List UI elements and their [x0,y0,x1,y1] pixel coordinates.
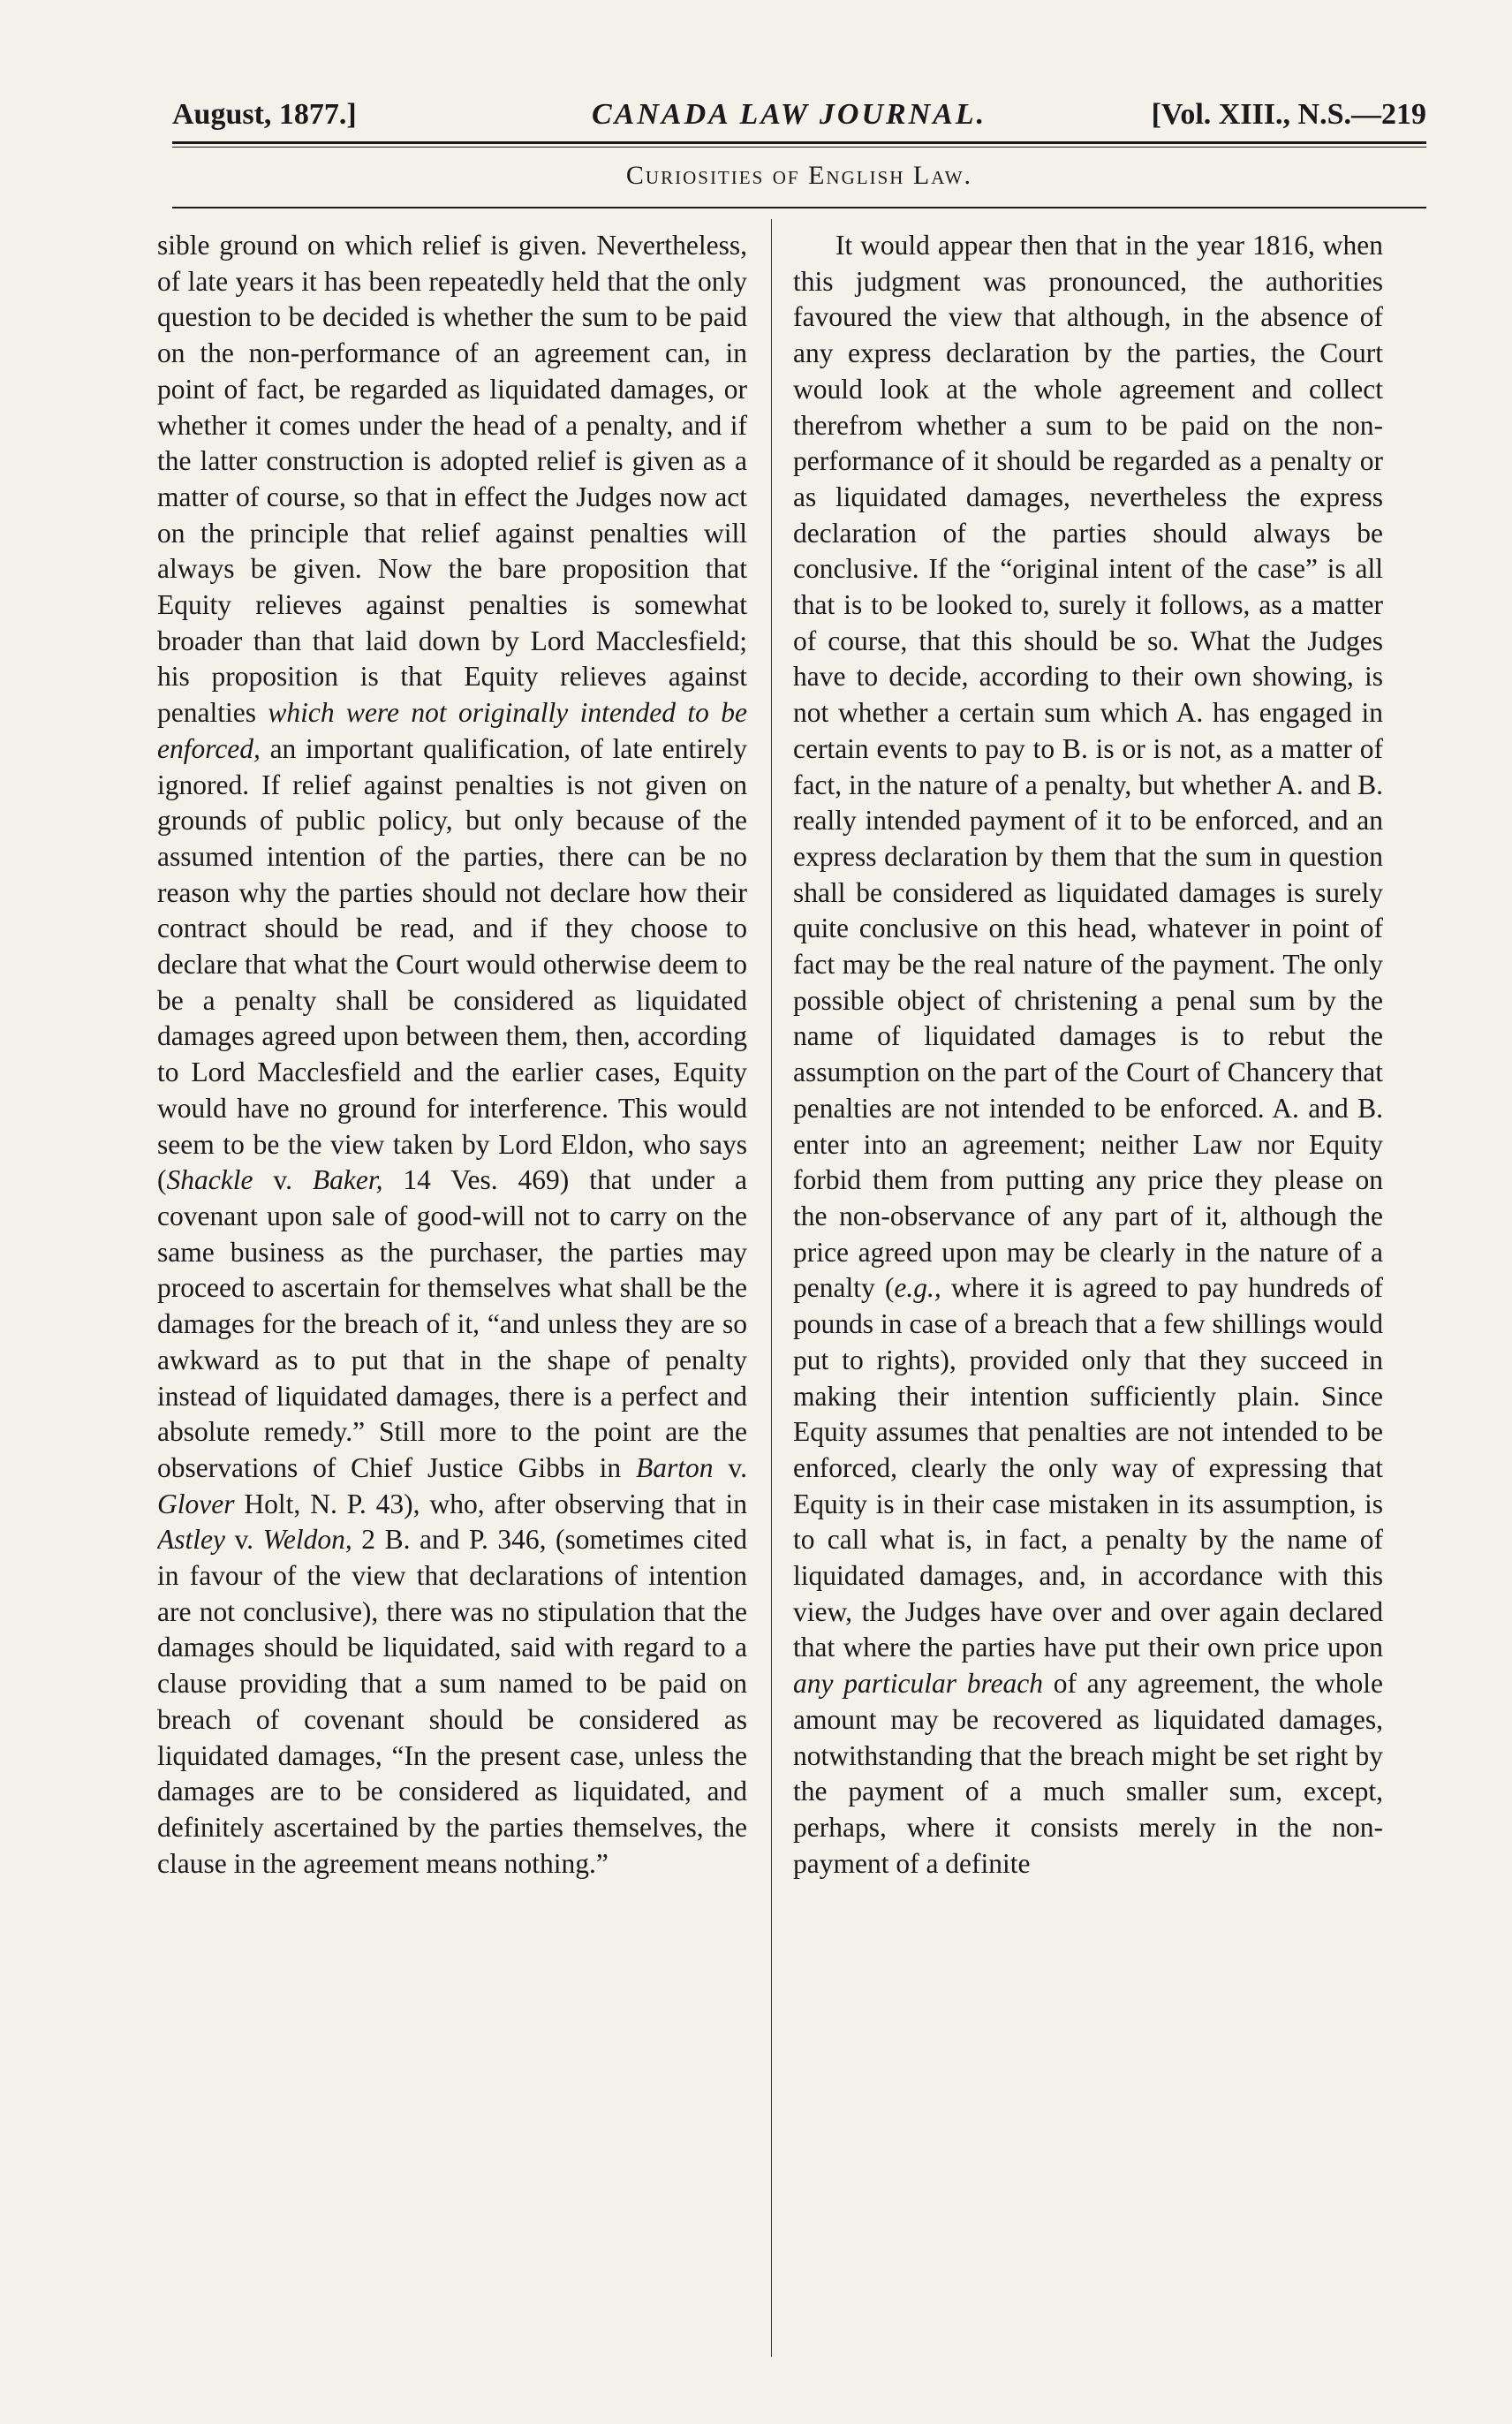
text-run: an important qualification, of late entirely ignored. If relief against penalties is not given on grounds of public policy, but only because of the assumed intention of the parties, there can be no reason why the parties should not declare how their contract should be read, and if they choose to declare that what the Court would otherwise deem to be a penalty shall be considered as liquidated damages agreed upon between them, then, according to Lord Macclesfield and the earlier cases, Equity would have no ground for interference. This would seem to be the view taken by Lord Eldon, who says ( [157,732,747,1196]
text-run: v. [253,1164,313,1196]
header-volume-page: [Vol. XIII., N.S.—219 [1151,98,1426,131]
text-run: It would appear then that in the year 1816, when this judgment was pronounced, the authorities favoured the view that although, in the absence of any express declaration by the parties, the Court would look at the whole agreement and collect therefrom whether a sum to be paid on the non-performance of it should be regarded as a penalty or as liquidated damages, nevertheless the express declaration of the parties should always be conclusive. If the “original intent of the case” is all that is to be looked to, surely it follows, as a matter of course, that this should be so. What the Judges have to decide, according to their own showing, is not whether a certain sum which A. has engaged in certain events to pay to B. is or is not, as a matter of fact, in the nature of a penalty, but whether A. and B. really intended payment of it to be enforced, and an express declaration by them that the sum in question shall be considered as liquidated damages is surely quite conclusive on this head, whatever in point of fact may be the real nature of the payment. The only possible object of christening a penal sum by the name of liquidated damages is to rebut the assumption on the part of the Court of Chancery that penalties are not intended to be enforced. A. and B. enter into an agreement; neither Law nor Equity forbid them from putting any price they please on the non-observance of any part of it, although the price agreed upon may be clearly in the nature of a penalty ( [793,230,1383,1304]
running-header [172,92,1426,138]
left-paragraph [157,228,747,1882]
header-rule-thin [172,147,1426,148]
column-divider [771,219,772,2357]
header-rule-thick [172,141,1426,144]
case-name: Shackle [166,1164,253,1196]
case-name: Barton [636,1451,714,1483]
italic-text: any particular breach [793,1668,1044,1700]
text-run: 2 B. and P. 346, (sometimes cited in favour of the view that declarations of intention are not conclusive), there was no stipulation that the damages should be liquidated, said with regard to a clause providing that a sum named to be paid on breach of covenant should be considered as liquidated damages, “In the present case, unless the damages are to be considered as liquidated, and definitely ascertained by the parties themselves, the clause in the agreement means nothing.” [157,1524,747,1879]
italic-text: e.g., [894,1272,941,1304]
section-title: Curiosities of English Law. [625,161,973,190]
text-run: sible ground on which relief is given. Nevertheless, of late years it has been repeatedly held that the only question to be decided is whether the sum to be paid on the non-performance of an agreement can, in point of fact, be regarded as liquidated damages, or whether it comes under the head of a penalty, and if the latter construction is adopted relief is given as a matter of course, so that in effect the Judges now act on the principle that relief against penalties will always be given. Now the bare proposition that Equity relieves against penalties is somewhat broader than that laid down by Lord Macclesfield; his proposition is that Equity relieves against penalties [157,230,747,729]
text-run: v. [224,1524,263,1556]
text-run: where it is agreed to pay hundreds of pounds in case of a breach that a few shillings would put to rights), provided only that they succeed in making their intention sufficiently plain. Since Equity assumes that penalties are not intended to be enforced, clearly the only way of expressing that Equity is in their case mistaken in its assumption, is to call what is, in fact, a penalty by the name of liquidated damages, and, in accordance with this view, the Judges have over and over again declared that where the parties have put their own price upon [793,1272,1383,1663]
section-rule [172,207,1426,208]
case-name: Weldon, [262,1524,352,1556]
text-run: Holt, N. P. 43), who, after observing that in [234,1488,747,1519]
text-run: of any agreement, the whole amount may be recovered as liquidated damages, notwithstanding that the breach might be set right by the payment of a much smaller sum, except, perhaps, where it consists merely in the non-payment of a definite [793,1668,1383,1879]
header-journal-title: CANADA LAW JOURNAL. [592,98,987,131]
header-date: August, 1877.] [172,98,357,131]
text-run: v. [713,1451,747,1483]
case-name: Baker, [312,1164,383,1196]
case-name: Astley [157,1524,225,1556]
case-name: Glover [157,1488,235,1519]
italic-text: which were not originally intended to be enforced, [157,697,747,764]
text-run: 14 Ves. 469) that under a covenant upon sale of good-will not to carry on the same business as the purchaser, the parties may proceed to ascertain for themselves what shall be the damages for the breach of it, “and unless they are so awkward as to put that in the shape of penalty instead of liquidated damages, there is a perfect and absolute remedy.” Still more to the point are the observations of Chief Justice Gibbs in [157,1164,747,1483]
right-paragraph [793,228,1383,1882]
right-column [793,228,1383,2348]
left-column [157,228,747,2348]
